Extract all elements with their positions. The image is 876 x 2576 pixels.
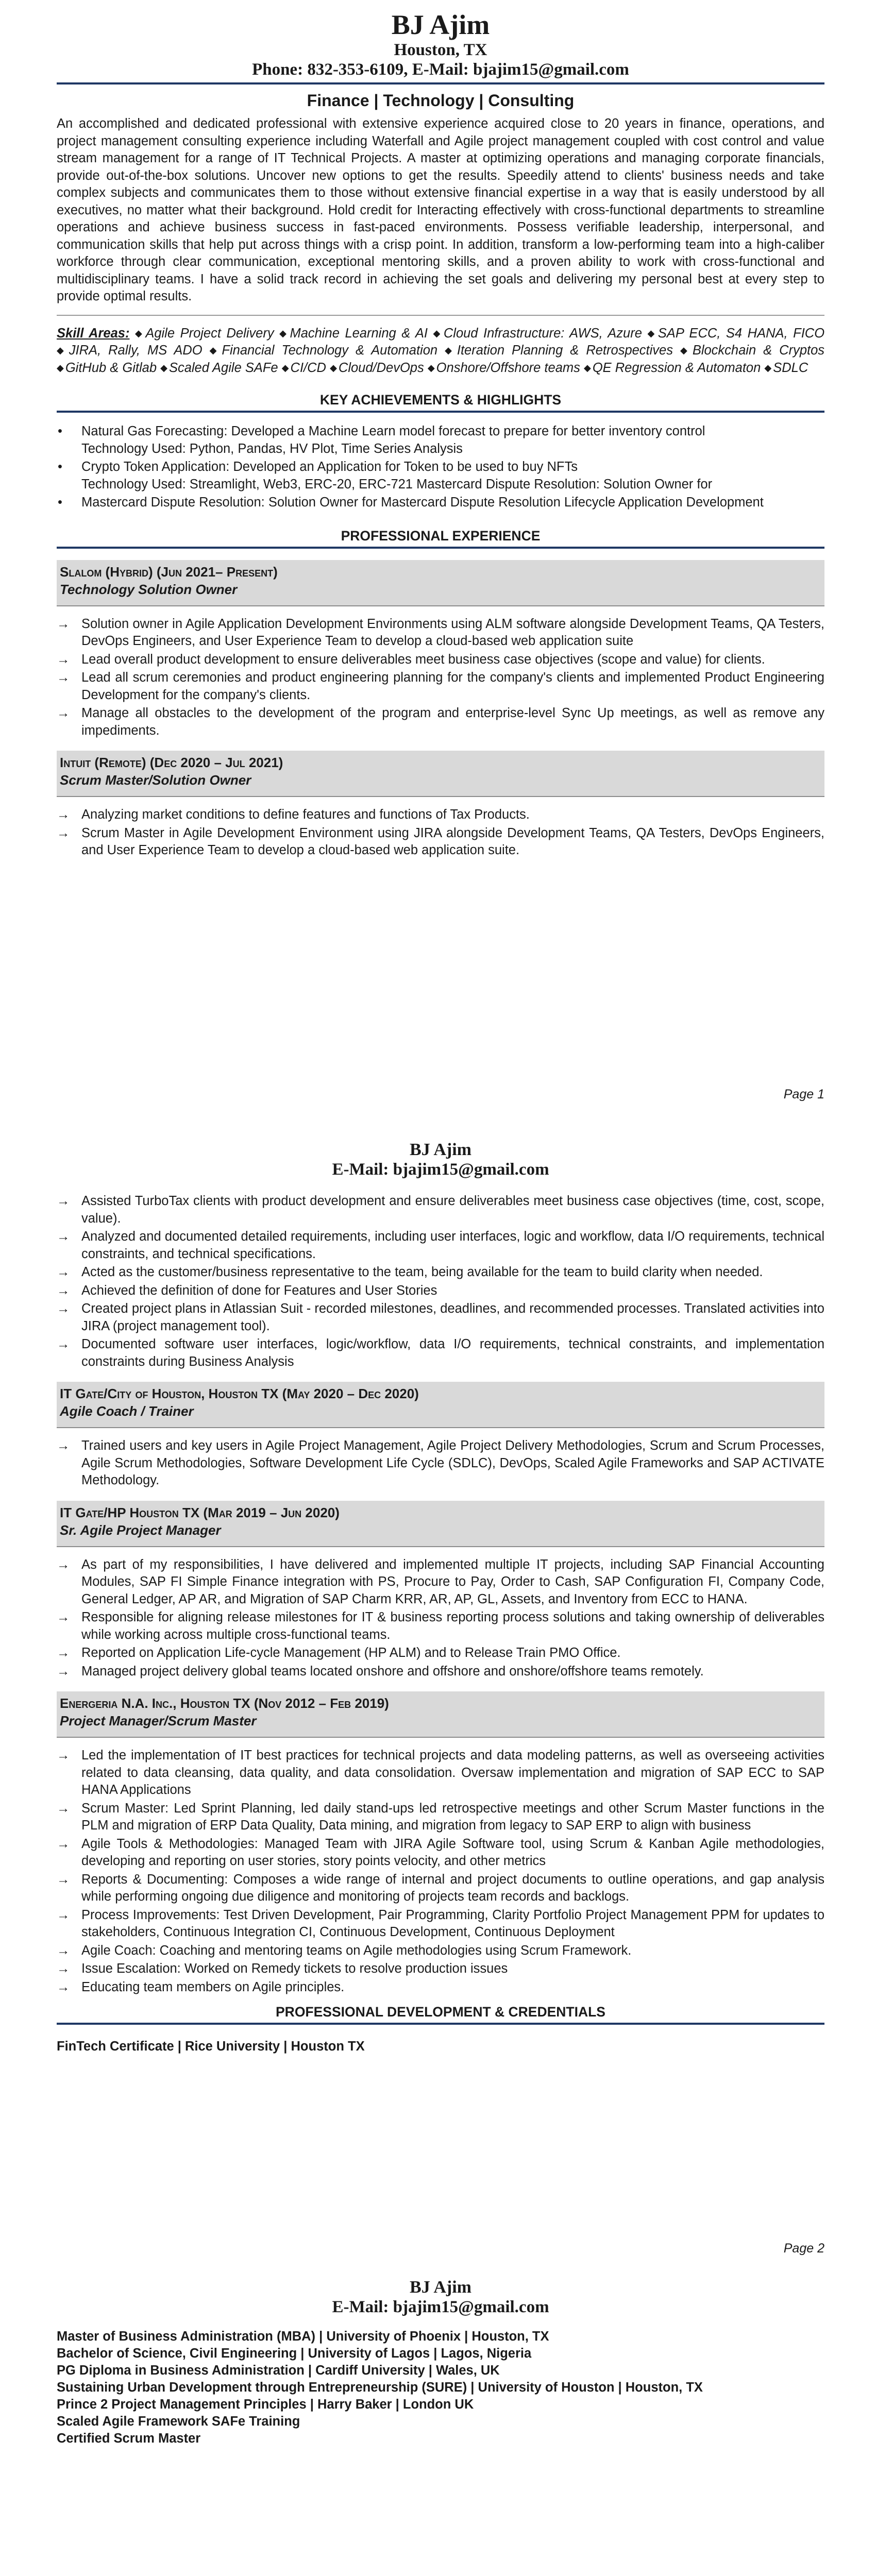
job-role: Technology Solution Owner: [60, 581, 238, 597]
job-bullet: → Analyzing market conditions to define features and functions of Tax Products.: [57, 807, 530, 822]
job-bullet: → Lead all scrum ceremonies and product engineering planning for the company's clients and implemented Product Engineering Development for the company's clients.: [57, 670, 824, 702]
job-header: [57, 1691, 824, 1732]
job-bullet: → Scrum Master: Led Sprint Planning, led daily stand-ups led retrospective meetings and other Scrum Master functions in the PLM and migration of ERP Data Quality, Data mining, and migration from legacy to SAP ERP to align with business: [57, 1801, 824, 1833]
job-bullet: → Reports & Documenting: Composes a wide range of internal and project documents to outline operations, and gap analysis while performing ongoing due diligence and monitoring of projects team records and backlogs.: [57, 1872, 824, 1904]
contact-email: E-Mail: bjajim15@gmail.com: [332, 1160, 549, 1179]
skill-areas-list: [57, 326, 824, 375]
achievement-text: Natural Gas Forecasting: Developed a Machine Learn model forecast to prepare for better inventory control Technology Used: Python, Pandas, HV Plot, Time Series Analysis: [81, 424, 705, 456]
credential-item: Certified Scrum Master: [57, 2431, 201, 2446]
skill-areas-label: Skill Areas:: [57, 326, 130, 341]
skill-item: ◆ QE Regression & Automaton: [584, 361, 761, 375]
job-bullet: → Responsible for aligning release milestones for IT & business reporting process solutions and taking ownership of deliverables while working across multiple cross-functional teams.: [57, 1610, 824, 1642]
job-header: [57, 1501, 824, 1541]
job-company: IT Gate/HP Houston TX (Mar 2019 – Jun 2020): [60, 1504, 340, 1520]
skill-item: ◆ JIRA, Rally, MS ADO: [57, 343, 203, 358]
job-header-rule: [57, 1541, 824, 1547]
job-bullet: → Assisted TurboTax clients with product development and ensure deliverables meet business case objectives (time, cost, scope, value).: [57, 1194, 824, 1226]
job-bullet: → Managed project delivery global teams located onshore and offshore and onshore/offshore teams remotely.: [57, 1664, 704, 1679]
tagline: Finance | Technology | Consulting: [307, 91, 575, 110]
skill-areas: [57, 325, 824, 377]
achievement-item: • Crypto Token Application: Developed an Application for Token to be used to buy NFTs Technology Used: Streamlight, Web3, ERC-20, ERC-721 Mastercard Dispute Resolution: Solution Owner for: [58, 460, 713, 492]
job-bullet-text: Scrum Master in Agile Development Environment using JIRA alongside Development Teams, QA Testers, DevOps Engineers, and User Experience Team to develop a cloud-based web application suite.: [81, 825, 824, 857]
job-bullet: → Documented software user interfaces, logic/workflow, data I/O requirements, technical constraints, and implementation constraints during Business Analysis: [57, 1337, 824, 1369]
job-bullet-text: Lead all scrum ceremonies and product engineering planning for the company's clients and implemented Product Engineering Development for the company's clients.: [81, 670, 824, 702]
job-bullet-text: Analyzed and documented detailed requirements, including user interfaces, logic and workflow, data I/O requirements, technical constraints, and technical specifications.: [81, 1229, 824, 1261]
job-role: Sr. Agile Project Manager: [60, 1522, 221, 1538]
achievements-list: [57, 423, 824, 512]
job-bullet-text: Process Improvements: Test Driven Development, Pair Programming, Clarity Portfolio Project Management PPM for updates to stakeholders, Continuous Integration CI, Continuous Development, Continuous Deployment: [81, 1907, 824, 1939]
job-bullet-text: As part of my responsibilities, I have delivered and implemented multiple IT projects, including SAP Financial Accounting Modules, SAP FI Simple Finance integration with PS, Procure to Pay, Order to Cash, SAP Configuration FI, Company Code, General Ledger, AP AR, and Migration of SAP Charm KRR, AR, AP, GL, Assets, and Inventory from ECC to HANA.: [81, 1557, 824, 1606]
credential-item: Scaled Agile Framework SAFe Training: [57, 2414, 300, 2429]
job-bullet-text: Lead overall product development to ensure deliverables meet business case objectives (scope and value) for clients.: [81, 652, 765, 667]
skill-item: ◆ Iteration Planning & Retrospectives: [445, 343, 673, 358]
job-bullet-text: Reported on Application Life-cycle Management (HP ALM) and to Release Train PMO Office.: [81, 1646, 621, 1660]
job-bullet-text: Agile Tools & Methodologies: Managed Team with JIRA Agile Software tool, using Scrum & Kanban Agile methodologies, developing and reporting on user stories, story points velocity, and other metrics: [81, 1836, 824, 1868]
job-bullet: → Educating team members on Agile principles.: [57, 1979, 345, 1994]
job-bullet: → Lead overall product development to ensure deliverables meet business case objectives (scope and value) for clients.: [57, 652, 765, 667]
achievements-title: KEY ACHIEVEMENTS & HIGHLIGHTS: [319, 392, 562, 408]
job-bullet-text: Scrum Master: Led Sprint Planning, led daily stand-ups led retrospective meetings and other Scrum Master functions in the PLM and migration of ERP Data Quality, Data mining, and migration from legacy to SAP ERP to align with business: [81, 1801, 824, 1833]
job-bullet-text: Led the implementation of IT best practices for technical projects and data modeling patterns, as well as overseeing activities related to data cleansing, data quality, and data consolidation. Oversaw implementation and migration of SAP ECC to SAP HANA Applications: [81, 1748, 824, 1797]
job-bullet: → Agile Coach: Coaching and mentoring teams on Agile methodologies using Scrum Framework.: [57, 1943, 632, 1958]
job-bullets: [57, 1747, 824, 1996]
credential-item: Bachelor of Science, Civil Engineering | University of Lagos | Lagos, Nigeria: [57, 2346, 532, 2361]
achievements-rule: [57, 411, 824, 413]
experience-rule: [57, 547, 824, 549]
contact-line: Phone: 832-353-6109, E-Mail: bjajim15@gmail.com: [252, 60, 629, 79]
skill-item: ◆ Agile Project Delivery: [135, 326, 274, 341]
credential-item: Prince 2 Project Management Principles | Harry Baker | London UK: [57, 2397, 474, 2412]
job-bullets: [57, 1556, 824, 1681]
job-bullets: [57, 1437, 824, 1489]
skill-item: ◆ Cloud/DevOps: [330, 361, 424, 375]
page-number: Page 1: [783, 1087, 824, 1101]
skill-item: ◆ SDLC: [764, 361, 808, 375]
job-bullet-text: Issue Escalation: Worked on Remedy tickets to resolve production issues: [81, 1961, 508, 1976]
job-bullet: → Achieved the definition of done for Features and User Stories: [57, 1283, 437, 1298]
job-role: Scrum Master/Solution Owner: [60, 772, 251, 788]
job-bullet: → Analyzed and documented detailed requirements, including user interfaces, logic and workflow, data I/O requirements, technical constraints, and technical specifications.: [57, 1229, 824, 1261]
skill-item: ◆ Scaled Agile SAFe: [160, 361, 278, 375]
job-company: Slalom (Hybrid) (Jun 2021– Present): [60, 564, 278, 580]
development-rule: [57, 2023, 824, 2025]
credential-item: PG Diploma in Business Administration | Cardiff University | Wales, UK: [57, 2363, 500, 2378]
job-company: Intuit (Remote) (Dec 2020 – Jul 2021): [60, 755, 283, 770]
job-bullet-text: Achieved the definition of done for Features and User Stories: [81, 1283, 437, 1298]
skill-item: ◆ Machine Learning & AI: [279, 326, 428, 341]
job-bullet-text: Solution owner in Agile Application Development Environments using ALM software alongside Development Teams, QA Testers, DevOps Engineers, and User Experience Team to develop a cloud-based web application suite: [81, 616, 824, 648]
achievement-item: • Natural Gas Forecasting: Developed a Machine Learn model forecast to prepare for better inventory control Technology Used: Python, Pandas, HV Plot, Time Series Analysis: [58, 424, 705, 456]
job-bullet-text: Responsible for aligning release milestones for IT & business reporting process solutions and taking ownership of deliverables while working across multiple cross-functional teams.: [81, 1610, 824, 1642]
job-bullet-text: Analyzing market conditions to define features and functions of Tax Products.: [81, 807, 530, 822]
job-company: Energeria N.A. Inc., Houston TX (Nov 2012 – Feb 2019): [60, 1696, 389, 1711]
job-header: [57, 1382, 824, 1422]
contact-email: E-Mail: bjajim15@gmail.com: [332, 2298, 549, 2316]
resume-page-1: [0, 0, 876, 1126]
page-number: Page 2: [783, 2241, 824, 2256]
resume-page-3: [0, 2259, 876, 2576]
job-bullet-text: Trained users and key users in Agile Project Management, Agile Project Delivery Methodologies, Scrum and Scrum Processes, Agile Scrum Methodologies, Software Development Life Cycle (SDLC), DevOps, Scaled Agile Frameworks and SAP ACTIVATE Methodology.: [81, 1438, 824, 1487]
job-bullet: → Agile Tools & Methodologies: Managed Team with JIRA Agile Software tool, using Scrum & Kanban Agile methodologies, developing and reporting on user stories, story points velocity, and other metrics: [57, 1836, 824, 1868]
job-bullet: → Manage all obstacles to the development of the program and enterprise-level Sync Up meetings, as well as remove any impediments.: [57, 706, 824, 738]
job-bullet-text: Manage all obstacles to the development of the program and enterprise-level Sync Up meetings, as well as remove any impediments.: [81, 706, 824, 738]
job-bullets: [57, 616, 824, 740]
achievement-text: Crypto Token Application: Developed an Application for Token to be used to buy NFTs Technology Used: Streamlight, Web3, ERC-20, ERC-721 Mastercard Dispute Resolution: Solution Owner for: [81, 460, 713, 492]
job-bullet: → As part of my responsibilities, I have delivered and implemented multiple IT projects, including SAP Financial Accounting Modules, SAP FI Simple Finance integration with PS, Procure to Pay, Order to Cash, SAP Configuration FI, Company Code, General Ledger, AP AR, and Migration of SAP Charm KRR, AR, AP, GL, Assets, and Inventory from ECC to HANA.: [57, 1557, 824, 1606]
experience-title: PROFESSIONAL EXPERIENCE: [341, 528, 541, 544]
resume-page-2: [0, 1126, 876, 2259]
job-bullet: → Trained users and key users in Agile Project Management, Agile Project Delivery Methodologies, Scrum and Scrum Processes, Agile Scrum Methodologies, Software Development Life Cycle (SDLC), DevOps, Scaled Agile Frameworks and SAP ACTIVATE Methodology.: [57, 1438, 824, 1487]
job-bullet-text: Assisted TurboTax clients with product development and ensure deliverables meet business case objectives (time, cost, scope, value).: [81, 1194, 824, 1226]
job-role: Agile Coach / Trainer: [60, 1403, 194, 1419]
job-bullet-text: Managed project delivery global teams located onshore and offshore and onshore/offshore teams remotely.: [81, 1664, 704, 1679]
job-role: Project Manager/Scrum Master: [60, 1713, 257, 1728]
skill-item: ◆ CI/CD: [282, 361, 326, 375]
credential-item: Master of Business Administration (MBA) | University of Phoenix | Houston, TX: [57, 2329, 549, 2344]
job-header-rule: [57, 1422, 824, 1428]
job-bullet-text: Acted as the customer/business representative to the team, being available for the team to build clarity when needed.: [81, 1265, 763, 1279]
header-divider: [57, 82, 824, 84]
job-bullet: → Process Improvements: Test Driven Development, Pair Programming, Clarity Portfolio Project Management PPM for updates to stakeholders, Continuous Integration CI, Continuous Development, Continuous Deployment: [57, 1907, 824, 1939]
job-bullet-text: Documented software user interfaces, logic/workflow, data I/O requirements, technical constraints, and implementation constraints during Business Analysis: [81, 1337, 824, 1369]
candidate-name: BJ Ajim: [410, 2278, 471, 2297]
job-bullet: → Scrum Master in Agile Development Environment using JIRA alongside Development Teams, QA Testers, DevOps Engineers, and User Experience Team to develop a cloud-based web application suite.: [57, 825, 824, 857]
skill-item: ◆ SAP ECC, S4 HANA, FICO: [647, 326, 824, 341]
candidate-name: BJ Ajim: [410, 1140, 471, 1159]
job-bullet: → Led the implementation of IT best practices for technical projects and data modeling patterns, as well as overseeing activities related to data cleansing, data quality, and data consolidation. Oversaw implementation and migration of SAP ECC to SAP HANA Applications: [57, 1748, 824, 1797]
professional-summary: An accomplished and dedicated professional with extensive experience acquired close to 20 years in finance, operations, and project management consulting experience including Waterfall and Agile project management coupled with cost control and value stream management for a range of IT Technical Projects. A master at optimizing operations and managing corporate financials, provide out-of-the-box solutions. Uncover new options to get the results. Speedily attend to clients' business needs and take complex subjects and communicates them to those without extensive financial expertise in a way that is easily understood by all executives, no matter what their background. Hold credit for Interacting effectively with cross-functional departments to streamline operations and achieve business success in fast-paced environments. Possess verifiable leadership, interpersonal, and communication skills that help put across things with a crisp point. In addition, transform a low-performing team into a high-caliber workforce through clear communication, exceptional mentoring skills, and a proven ability to work with cross-functional and multidisciplinary teams. I have a solid track record in achieving the set goals and delivering my personal best at every step to provide optimal results.: [57, 116, 824, 303]
job-bullet-text: Created project plans in Atlassian Suit - recorded milestones, deadlines, and recommended processes. Translated activities into JIRA (project management tool).: [81, 1301, 824, 1333]
job-bullet-text: Reports & Documenting: Composes a wide range of internal and project documents to outline operations, and gap analysis while performing ongoing due diligence and monitoring of projects team records and backlogs.: [81, 1872, 824, 1904]
job-company: IT Gate/City of Houston, Houston TX (May 2020 – Dec 2020): [60, 1386, 419, 1401]
job-header: [57, 560, 824, 600]
job-bullet: → Reported on Application Life-cycle Management (HP ALM) and to Release Train PMO Office.: [57, 1646, 621, 1660]
development-title: PROFESSIONAL DEVELOPMENT & CREDENTIALS: [276, 2004, 605, 2020]
summary-divider: [57, 315, 824, 316]
skill-item: ◆ Onshore/Offshore teams: [428, 361, 580, 375]
achievement-text: Mastercard Dispute Resolution: Solution Owner for Mastercard Dispute Resolution Lifecycle Application Development: [81, 495, 764, 510]
job-header: [57, 751, 824, 791]
job-header-rule: [57, 1732, 824, 1738]
candidate-location: Houston, TX: [394, 41, 487, 59]
job-bullet: → Acted as the customer/business representative to the team, being available for the team to build clarity when needed.: [57, 1265, 763, 1279]
job-bullet-text: Agile Coach: Coaching and mentoring teams on Agile methodologies using Scrum Framework.: [81, 1943, 632, 1958]
skill-item: ◆ Financial Technology & Automation: [210, 343, 437, 358]
job-bullet-text: Educating team members on Agile principles.: [81, 1979, 345, 1994]
credential-item: Sustaining Urban Development through Entrepreneurship (SURE) | University of Houston | Houston, TX: [57, 2380, 703, 2395]
job-bullet: → Issue Escalation: Worked on Remedy tickets to resolve production issues: [57, 1961, 508, 1976]
skill-item: ◆ Cloud Infrastructure: AWS, Azure: [433, 326, 642, 341]
job-header-rule: [57, 600, 824, 606]
job-header-rule: [57, 791, 824, 797]
job-bullet: → Solution owner in Agile Application Development Environments using ALM software alongside Development Teams, QA Testers, DevOps Engineers, and User Experience Team to develop a cloud-based web application suite: [57, 616, 824, 648]
job-bullet: → Created project plans in Atlassian Suit - recorded milestones, deadlines, and recommended processes. Translated activities into JIRA (project management tool).: [57, 1301, 824, 1333]
skill-item: ◆ GitHub & Gitlab: [57, 361, 157, 375]
job-bullets: [57, 1193, 824, 1370]
candidate-name: BJ Ajim: [391, 9, 490, 40]
fintech-certificate: FinTech Certificate | Rice University | Houston TX: [57, 2039, 365, 2054]
achievement-item: • Mastercard Dispute Resolution: Solution Owner for Mastercard Dispute Resolution Lifecycle Application Development: [58, 495, 764, 510]
skill-item: ◆ Blockchain & Cryptos: [680, 343, 824, 358]
job-bullets: [57, 806, 824, 859]
